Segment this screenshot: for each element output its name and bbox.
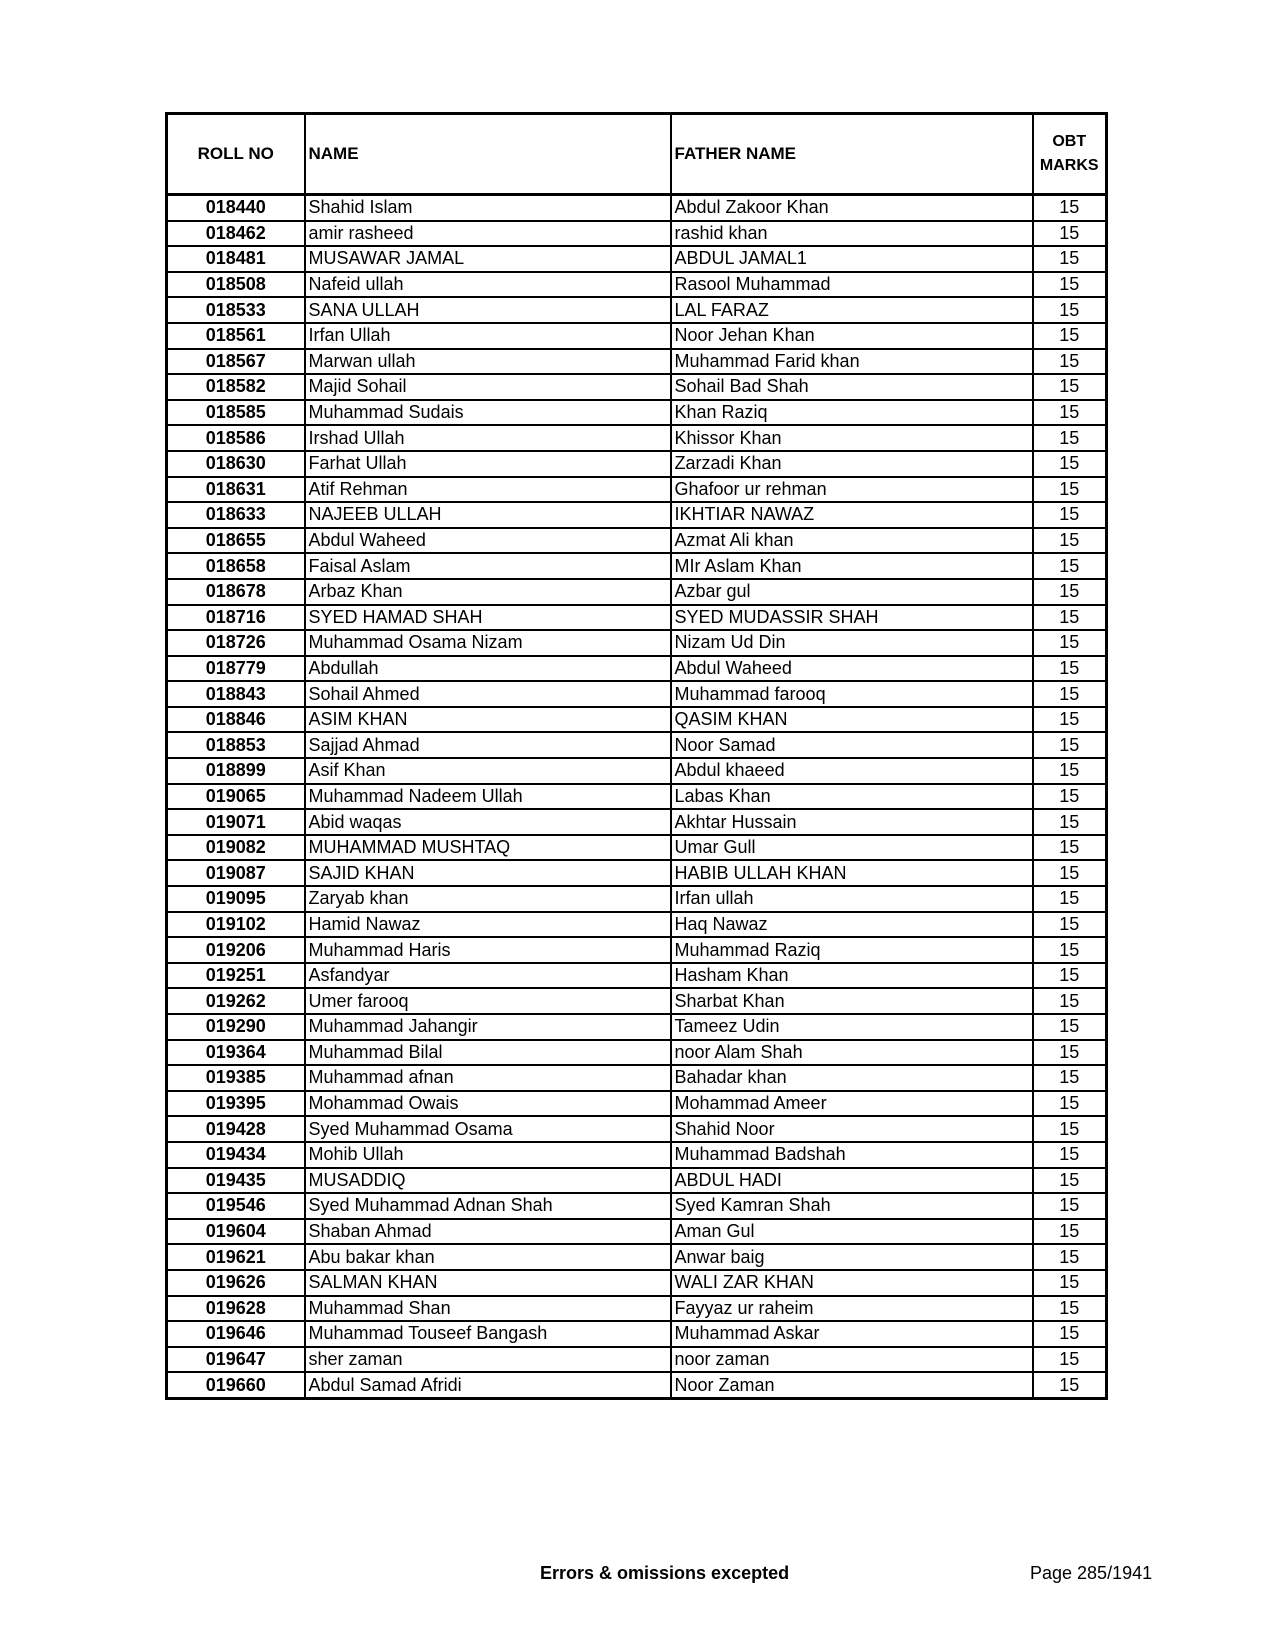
roll-no-cell: 019385 xyxy=(167,1065,305,1091)
roll-no-cell: 018853 xyxy=(167,732,305,758)
table-row xyxy=(167,451,1107,477)
roll-no-cell: 019626 xyxy=(167,1270,305,1296)
name-cell: Abdul Waheed xyxy=(305,528,671,554)
name-cell: Abu bakar khan xyxy=(305,1244,671,1270)
father-name-cell: QASIM KHAN xyxy=(671,707,1033,733)
name-cell: Irfan Ullah xyxy=(305,323,671,349)
father-name-cell: noor Alam Shah xyxy=(671,1040,1033,1066)
roll-no-cell: 019621 xyxy=(167,1244,305,1270)
name-cell: Shahid Islam xyxy=(305,195,671,221)
roll-no-cell: 018586 xyxy=(167,425,305,451)
roll-no-cell: 018585 xyxy=(167,400,305,426)
name-cell: Irshad Ullah xyxy=(305,425,671,451)
header-row xyxy=(167,114,1107,195)
roll-no-cell: 018716 xyxy=(167,605,305,631)
father-name-cell: Nizam Ud Din xyxy=(671,630,1033,656)
table-row xyxy=(167,1065,1107,1091)
roll-no-cell: 018678 xyxy=(167,579,305,605)
father-name-cell: Muhammad Farid khan xyxy=(671,349,1033,375)
father-name-cell: Sharbat Khan xyxy=(671,988,1033,1014)
roll-no-cell: 018726 xyxy=(167,630,305,656)
obt-marks-cell: 15 xyxy=(1033,425,1107,451)
obt-marks-cell: 15 xyxy=(1033,323,1107,349)
table-row xyxy=(167,809,1107,835)
table-row xyxy=(167,1116,1107,1142)
name-cell: Umer farooq xyxy=(305,988,671,1014)
table-row xyxy=(167,579,1107,605)
table-row xyxy=(167,400,1107,426)
table-row xyxy=(167,732,1107,758)
obt-marks-cell: 15 xyxy=(1033,1168,1107,1194)
header-name: NAME xyxy=(305,114,671,195)
table-row xyxy=(167,1321,1107,1347)
table-row xyxy=(167,195,1107,221)
name-cell: Majid Sohail xyxy=(305,374,671,400)
roll-no-cell: 019364 xyxy=(167,1040,305,1066)
father-name-cell: Khissor Khan xyxy=(671,425,1033,451)
roll-no-cell: 018567 xyxy=(167,349,305,375)
obt-marks-cell: 15 xyxy=(1033,1321,1107,1347)
obt-marks-cell: 15 xyxy=(1033,886,1107,912)
name-cell: amir rasheed xyxy=(305,221,671,247)
name-cell: Atif Rehman xyxy=(305,477,671,503)
roll-no-cell: 018843 xyxy=(167,681,305,707)
name-cell: Sohail Ahmed xyxy=(305,681,671,707)
name-cell: Abid waqas xyxy=(305,809,671,835)
obt-marks-cell: 15 xyxy=(1033,502,1107,528)
obt-marks-cell: 15 xyxy=(1033,656,1107,682)
name-cell: ASIM KHAN xyxy=(305,707,671,733)
name-cell: Marwan ullah xyxy=(305,349,671,375)
obt-marks-cell: 15 xyxy=(1033,1296,1107,1322)
roll-no-cell: 018582 xyxy=(167,374,305,400)
roll-no-cell: 018899 xyxy=(167,758,305,784)
obt-marks-cell: 15 xyxy=(1033,1270,1107,1296)
name-cell: Faisal Aslam xyxy=(305,553,671,579)
obt-marks-cell: 15 xyxy=(1033,835,1107,861)
table-row xyxy=(167,246,1107,272)
roll-no-cell: 019395 xyxy=(167,1091,305,1117)
roll-no-cell: 019102 xyxy=(167,912,305,938)
table-row xyxy=(167,502,1107,528)
header-obt-marks-line1: OBT xyxy=(1052,133,1087,150)
roll-no-cell: 019604 xyxy=(167,1219,305,1245)
father-name-cell: Noor Samad xyxy=(671,732,1033,758)
roll-no-cell: 019251 xyxy=(167,963,305,989)
table-row xyxy=(167,1014,1107,1040)
name-cell: Muhammad Haris xyxy=(305,937,671,963)
results-table xyxy=(165,112,1108,1400)
father-name-cell: Rasool Muhammad xyxy=(671,272,1033,298)
table-row xyxy=(167,1040,1107,1066)
table-row xyxy=(167,528,1107,554)
father-name-cell: Abdul Waheed xyxy=(671,656,1033,682)
obt-marks-cell: 15 xyxy=(1033,579,1107,605)
roll-no-cell: 019290 xyxy=(167,1014,305,1040)
name-cell: NAJEEB ULLAH xyxy=(305,502,671,528)
header-obt-marks-line2: MARKS xyxy=(1039,157,1099,174)
table-row xyxy=(167,912,1107,938)
father-name-cell: Noor Zaman xyxy=(671,1372,1033,1398)
table-row xyxy=(167,297,1107,323)
father-name-cell: Sohail Bad Shah xyxy=(671,374,1033,400)
footer-disclaimer: Errors & omissions excepted xyxy=(540,1563,790,1583)
table-row xyxy=(167,1142,1107,1168)
table-row xyxy=(167,886,1107,912)
obt-marks-cell: 15 xyxy=(1033,221,1107,247)
name-cell: Asfandyar xyxy=(305,963,671,989)
table-row xyxy=(167,1168,1107,1194)
obt-marks-cell: 15 xyxy=(1033,707,1107,733)
obt-marks-cell: 15 xyxy=(1033,681,1107,707)
table-row xyxy=(167,860,1107,886)
father-name-cell: Muhammad Badshah xyxy=(671,1142,1033,1168)
obt-marks-cell: 15 xyxy=(1033,1116,1107,1142)
table-row xyxy=(167,937,1107,963)
table-row xyxy=(167,963,1107,989)
table-row xyxy=(167,1091,1107,1117)
name-cell: Muhammad Nadeem Ullah xyxy=(305,784,671,810)
father-name-cell: Umar Gull xyxy=(671,835,1033,861)
obt-marks-cell: 15 xyxy=(1033,553,1107,579)
obt-marks-cell: 15 xyxy=(1033,784,1107,810)
table-row xyxy=(167,630,1107,656)
obt-marks-cell: 15 xyxy=(1033,937,1107,963)
roll-no-cell: 019071 xyxy=(167,809,305,835)
name-cell: Arbaz Khan xyxy=(305,579,671,605)
name-cell: SAJID KHAN xyxy=(305,860,671,886)
roll-no-cell: 019546 xyxy=(167,1193,305,1219)
roll-no-cell: 018462 xyxy=(167,221,305,247)
table-row xyxy=(167,784,1107,810)
father-name-cell: noor zaman xyxy=(671,1347,1033,1373)
table-row xyxy=(167,425,1107,451)
obt-marks-cell: 15 xyxy=(1033,1372,1107,1398)
roll-no-cell: 018779 xyxy=(167,656,305,682)
father-name-cell: Syed Kamran Shah xyxy=(671,1193,1033,1219)
obt-marks-cell: 15 xyxy=(1033,912,1107,938)
name-cell: Muhammad Touseef Bangash xyxy=(305,1321,671,1347)
father-name-cell: MIr Aslam Khan xyxy=(671,553,1033,579)
obt-marks-cell: 15 xyxy=(1033,1014,1107,1040)
roll-no-cell: 018630 xyxy=(167,451,305,477)
obt-marks-cell: 15 xyxy=(1033,605,1107,631)
roll-no-cell: 018655 xyxy=(167,528,305,554)
table-row xyxy=(167,1296,1107,1322)
name-cell: Muhammad Osama Nizam xyxy=(305,630,671,656)
name-cell: Muhammad Jahangir xyxy=(305,1014,671,1040)
roll-no-cell: 019206 xyxy=(167,937,305,963)
table-row xyxy=(167,374,1107,400)
obt-marks-cell: 15 xyxy=(1033,1040,1107,1066)
table-row xyxy=(167,1219,1107,1245)
father-name-cell: Ghafoor ur rehman xyxy=(671,477,1033,503)
father-name-cell: Muhammad Askar xyxy=(671,1321,1033,1347)
father-name-cell: Abdul Zakoor Khan xyxy=(671,195,1033,221)
table-row xyxy=(167,1244,1107,1270)
name-cell: Abdul Samad Afridi xyxy=(305,1372,671,1398)
obt-marks-cell: 15 xyxy=(1033,988,1107,1014)
header-father-name: FATHER NAME xyxy=(671,114,1033,195)
name-cell: Hamid Nawaz xyxy=(305,912,671,938)
father-name-cell: Haq Nawaz xyxy=(671,912,1033,938)
table-row xyxy=(167,221,1107,247)
table-row xyxy=(167,758,1107,784)
father-name-cell: Hasham Khan xyxy=(671,963,1033,989)
father-name-cell: WALI ZAR KHAN xyxy=(671,1270,1033,1296)
page-number: Page 285/1941 xyxy=(1030,1563,1153,1583)
roll-no-cell: 018631 xyxy=(167,477,305,503)
table-row xyxy=(167,1372,1107,1398)
father-name-cell: Anwar baig xyxy=(671,1244,1033,1270)
table-row xyxy=(167,1347,1107,1373)
roll-no-cell: 018846 xyxy=(167,707,305,733)
table-row xyxy=(167,707,1107,733)
father-name-cell: Aman Gul xyxy=(671,1219,1033,1245)
obt-marks-cell: 15 xyxy=(1033,451,1107,477)
table-row xyxy=(167,656,1107,682)
obt-marks-cell: 15 xyxy=(1033,732,1107,758)
roll-no-cell: 018440 xyxy=(167,195,305,221)
table-row xyxy=(167,681,1107,707)
header-obt-marks xyxy=(1033,114,1107,195)
obt-marks-cell: 15 xyxy=(1033,630,1107,656)
name-cell: SANA ULLAH xyxy=(305,297,671,323)
name-cell: SYED HAMAD SHAH xyxy=(305,605,671,631)
table-row xyxy=(167,477,1107,503)
obt-marks-cell: 15 xyxy=(1033,246,1107,272)
father-name-cell: HABIB ULLAH KHAN xyxy=(671,860,1033,886)
roll-no-cell: 019435 xyxy=(167,1168,305,1194)
father-name-cell: SYED MUDASSIR SHAH xyxy=(671,605,1033,631)
roll-no-cell: 019095 xyxy=(167,886,305,912)
obt-marks-cell: 15 xyxy=(1033,1065,1107,1091)
table-row xyxy=(167,272,1107,298)
roll-no-cell: 019082 xyxy=(167,835,305,861)
name-cell: Mohib Ullah xyxy=(305,1142,671,1168)
roll-no-cell: 019646 xyxy=(167,1321,305,1347)
name-cell: Syed Muhammad Osama xyxy=(305,1116,671,1142)
table-row xyxy=(167,835,1107,861)
roll-no-cell: 019434 xyxy=(167,1142,305,1168)
roll-no-cell: 018561 xyxy=(167,323,305,349)
obt-marks-cell: 15 xyxy=(1033,1347,1107,1373)
obt-marks-cell: 15 xyxy=(1033,1219,1107,1245)
roll-no-cell: 018508 xyxy=(167,272,305,298)
roll-no-cell: 018533 xyxy=(167,297,305,323)
name-cell: Syed Muhammad Adnan Shah xyxy=(305,1193,671,1219)
obt-marks-cell: 15 xyxy=(1033,963,1107,989)
roll-no-cell: 018658 xyxy=(167,553,305,579)
obt-marks-cell: 15 xyxy=(1033,374,1107,400)
father-name-cell: ABDUL JAMAL1 xyxy=(671,246,1033,272)
table-row xyxy=(167,553,1107,579)
obt-marks-cell: 15 xyxy=(1033,528,1107,554)
father-name-cell: rashid khan xyxy=(671,221,1033,247)
name-cell: Sajjad Ahmad xyxy=(305,732,671,758)
father-name-cell: Khan Raziq xyxy=(671,400,1033,426)
obt-marks-cell: 15 xyxy=(1033,1142,1107,1168)
name-cell: Zaryab khan xyxy=(305,886,671,912)
header-roll-no: ROLL NO xyxy=(167,114,305,195)
father-name-cell: Irfan ullah xyxy=(671,886,1033,912)
obt-marks-cell: 15 xyxy=(1033,1091,1107,1117)
obt-marks-cell: 15 xyxy=(1033,349,1107,375)
roll-no-cell: 018633 xyxy=(167,502,305,528)
roll-no-cell: 019660 xyxy=(167,1372,305,1398)
father-name-cell: ABDUL HADI xyxy=(671,1168,1033,1194)
name-cell: sher zaman xyxy=(305,1347,671,1373)
name-cell: Muhammad Bilal xyxy=(305,1040,671,1066)
obt-marks-cell: 15 xyxy=(1033,297,1107,323)
obt-marks-cell: 15 xyxy=(1033,400,1107,426)
table-row xyxy=(167,349,1107,375)
father-name-cell: Zarzadi Khan xyxy=(671,451,1033,477)
obt-marks-cell: 15 xyxy=(1033,272,1107,298)
roll-no-cell: 019262 xyxy=(167,988,305,1014)
name-cell: SALMAN KHAN xyxy=(305,1270,671,1296)
father-name-cell: Shahid Noor xyxy=(671,1116,1033,1142)
obt-marks-cell: 15 xyxy=(1033,860,1107,886)
table-row xyxy=(167,323,1107,349)
roll-no-cell: 019428 xyxy=(167,1116,305,1142)
obt-marks-cell: 15 xyxy=(1033,195,1107,221)
obt-marks-cell: 15 xyxy=(1033,809,1107,835)
name-cell: Muhammad afnan xyxy=(305,1065,671,1091)
father-name-cell: Tameez Udin xyxy=(671,1014,1033,1040)
name-cell: Mohammad Owais xyxy=(305,1091,671,1117)
name-cell: Shaban Ahmad xyxy=(305,1219,671,1245)
father-name-cell: Azbar gul xyxy=(671,579,1033,605)
name-cell: Muhammad Shan xyxy=(305,1296,671,1322)
father-name-cell: Azmat Ali khan xyxy=(671,528,1033,554)
name-cell: MUHAMMAD MUSHTAQ xyxy=(305,835,671,861)
father-name-cell: Noor Jehan Khan xyxy=(671,323,1033,349)
name-cell: MUSAWAR JAMAL xyxy=(305,246,671,272)
name-cell: Farhat Ullah xyxy=(305,451,671,477)
obt-marks-cell: 15 xyxy=(1033,758,1107,784)
table-row xyxy=(167,605,1107,631)
father-name-cell: IKHTIAR NAWAZ xyxy=(671,502,1033,528)
roll-no-cell: 019087 xyxy=(167,860,305,886)
father-name-cell: Mohammad Ameer xyxy=(671,1091,1033,1117)
obt-marks-cell: 15 xyxy=(1033,1193,1107,1219)
roll-no-cell: 019647 xyxy=(167,1347,305,1373)
father-name-cell: Bahadar khan xyxy=(671,1065,1033,1091)
name-cell: Nafeid ullah xyxy=(305,272,671,298)
table-row xyxy=(167,1193,1107,1219)
father-name-cell: Labas Khan xyxy=(671,784,1033,810)
table-row xyxy=(167,988,1107,1014)
roll-no-cell: 019628 xyxy=(167,1296,305,1322)
father-name-cell: Muhammad farooq xyxy=(671,681,1033,707)
name-cell: MUSADDIQ xyxy=(305,1168,671,1194)
table-row xyxy=(167,1270,1107,1296)
roll-no-cell: 019065 xyxy=(167,784,305,810)
name-cell: Muhammad Sudais xyxy=(305,400,671,426)
father-name-cell: Fayyaz ur raheim xyxy=(671,1296,1033,1322)
father-name-cell: Akhtar Hussain xyxy=(671,809,1033,835)
father-name-cell: Abdul khaeed xyxy=(671,758,1033,784)
name-cell: Asif Khan xyxy=(305,758,671,784)
roll-no-cell: 018481 xyxy=(167,246,305,272)
table-body xyxy=(167,195,1107,1399)
obt-marks-cell: 15 xyxy=(1033,1244,1107,1270)
obt-marks-cell: 15 xyxy=(1033,477,1107,503)
name-cell: Abdullah xyxy=(305,656,671,682)
father-name-cell: LAL FARAZ xyxy=(671,297,1033,323)
father-name-cell: Muhammad Raziq xyxy=(671,937,1033,963)
